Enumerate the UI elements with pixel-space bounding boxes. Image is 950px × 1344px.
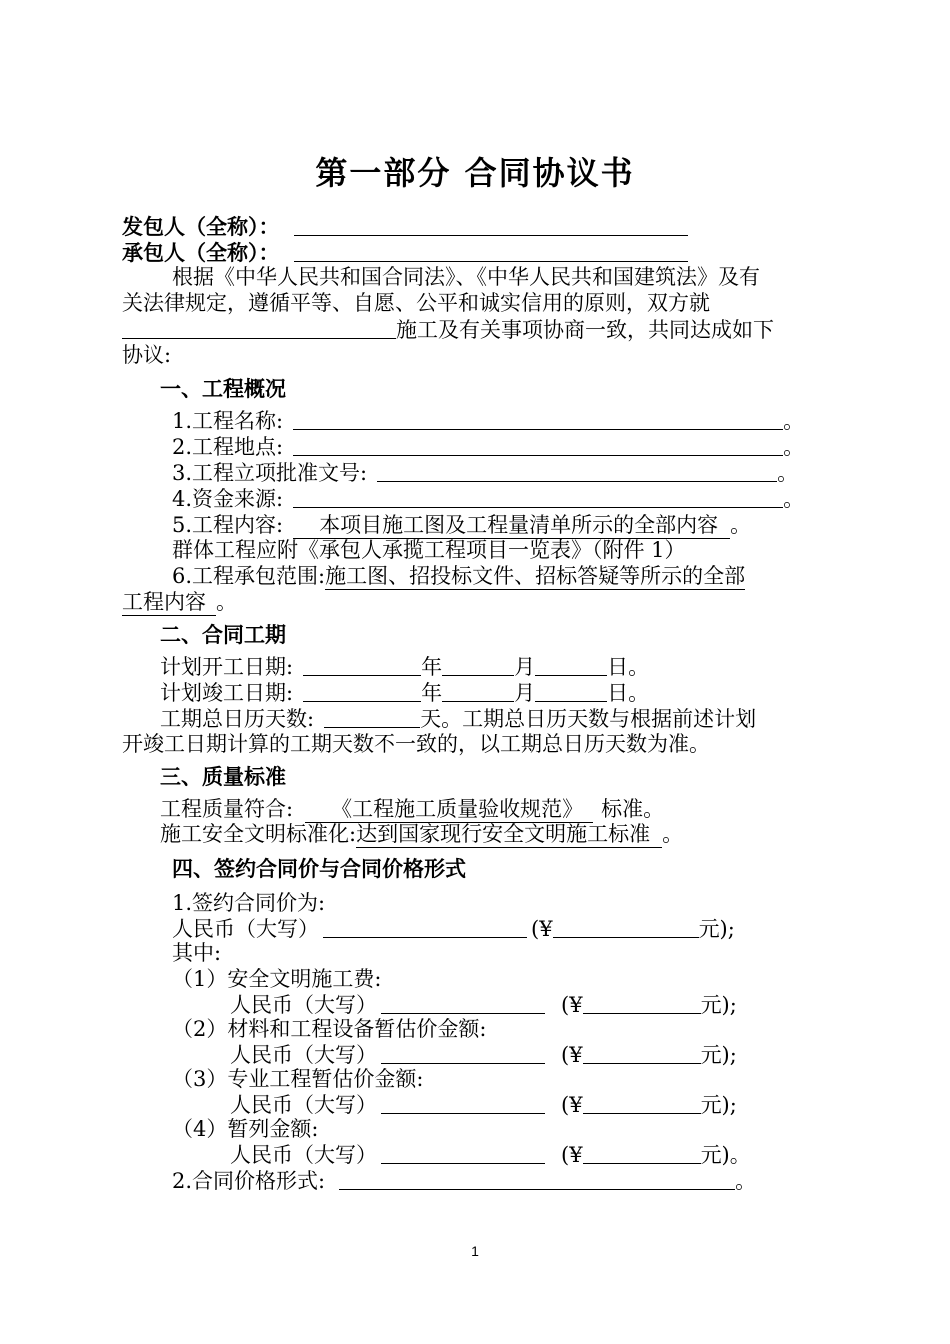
period: 。 (216, 590, 237, 614)
intro-line-1: 根据《中华人民共和国合同法》、《中华人民共和国建筑法》及有 (172, 265, 760, 289)
yen-open: (¥ (561, 1043, 583, 1067)
contract-price-amount-input[interactable] (553, 917, 699, 938)
funding-source-input[interactable] (293, 487, 783, 508)
total-days-line-2: 开竣工日期计算的工期天数不一致的，以工期总日历天数为准。 (122, 732, 710, 756)
rmb-label: 人民币（大写） (230, 1093, 377, 1117)
year-label: 年 (421, 681, 443, 705)
yen-open: (¥ (561, 993, 583, 1017)
safety-label: 施工安全文明标准化: (160, 822, 357, 846)
scope-row (172, 563, 745, 589)
rmb-label: 人民币（大写） (230, 993, 377, 1017)
item-1-label: （1）安全文明施工费: (172, 967, 382, 991)
safety-value: 达到国家现行安全文明施工标准 (356, 822, 662, 848)
period: 。 (777, 461, 799, 485)
section-1-heading: 一、工程概况 (160, 377, 286, 401)
contractor-line (122, 240, 688, 266)
safety-row (160, 821, 683, 847)
total-days-row (160, 706, 756, 732)
scope-value-line-2: 工程内容 (122, 590, 216, 616)
day-label: 日。 (607, 655, 650, 679)
specialist-words-input[interactable] (381, 1093, 545, 1114)
total-days-label: 工期总日历天数: (160, 707, 315, 731)
item-2-label: （2）材料和工程设备暂估价金额: (172, 1017, 487, 1041)
project-content-label: 5.工程内容: (172, 513, 284, 537)
end-month-input[interactable] (442, 681, 514, 702)
item-3-row (230, 1092, 737, 1118)
approval-number-input[interactable] (377, 461, 777, 482)
quality-value: 《工程施工质量验收规范》 (305, 797, 593, 823)
provisional-words-input[interactable] (381, 1143, 545, 1164)
end-year-input[interactable] (303, 681, 421, 702)
employer-line (122, 214, 688, 240)
among-label: 其中: (172, 941, 222, 965)
funding-source-label: 4.资金来源: (172, 487, 284, 511)
period: 。 (735, 1169, 757, 1193)
project-content-value: 本项目施工图及工程量清单所示的全部内容 (293, 513, 730, 539)
item-1-row (230, 992, 737, 1018)
day-label: 日。 (607, 681, 650, 705)
quality-after: 标准。 (601, 797, 665, 821)
employer-name-field[interactable] (294, 215, 688, 236)
section-4-heading: 四、签约合同价与合同价格形式 (172, 857, 466, 881)
price-form-row (172, 1168, 756, 1194)
month-label: 月 (514, 655, 536, 679)
period: 。 (783, 435, 805, 459)
project-name-field[interactable] (122, 318, 396, 339)
month-label: 月 (514, 681, 536, 705)
rmb-label: 人民币（大写） (230, 1043, 377, 1067)
specialist-amount-input[interactable] (583, 1093, 701, 1114)
end-date-label: 计划竣工日期: (160, 681, 294, 705)
safety-after: 。 (662, 822, 684, 846)
provisional-amount-input[interactable] (583, 1143, 701, 1164)
period: 。 (783, 409, 805, 433)
scope-label: 6.工程承包范围: (172, 564, 326, 588)
yuan-close: 元); (700, 1043, 737, 1067)
contract-price-row (172, 916, 735, 942)
rmb-label: 人民币（大写） (230, 1143, 377, 1167)
intro-line-2: 关法律规定，遵循平等、自愿、公平和诚实信用的原则，双方就 (122, 291, 710, 315)
funding-source-row (172, 486, 804, 512)
intro-line-3 (122, 317, 774, 343)
start-day-input[interactable] (535, 655, 607, 676)
safety-fee-amount-input[interactable] (583, 993, 701, 1014)
contractor-label: 承包人（全称）： (122, 241, 280, 265)
materials-amount-input[interactable] (583, 1043, 701, 1064)
section-2-heading: 二、合同工期 (160, 623, 286, 647)
intro-line-4: 协议: (122, 343, 172, 367)
start-month-input[interactable] (442, 655, 514, 676)
approval-number-row (172, 460, 798, 486)
start-date-row (160, 654, 649, 680)
total-days-text: 天。工期总日历天数与根据前述计划 (420, 707, 757, 731)
start-date-label: 计划开工日期: (160, 655, 294, 679)
start-year-input[interactable] (303, 655, 421, 676)
item-3-label: （3）专业工程暂估价金额: (172, 1067, 424, 1091)
quality-label: 工程质量符合: (160, 797, 294, 821)
materials-words-input[interactable] (381, 1043, 545, 1064)
yen-open: (¥ (561, 1143, 583, 1167)
item-4-row (230, 1142, 751, 1168)
price-form-input[interactable] (339, 1169, 735, 1190)
period: 。 (783, 487, 805, 511)
project-location-input[interactable] (293, 435, 783, 456)
yuan-close: 元); (700, 1093, 737, 1117)
project-name-input[interactable] (293, 409, 783, 430)
yuan-close: 元); (700, 993, 737, 1017)
page-number: 1 (471, 1243, 479, 1259)
scope-value-line-1: 施工图、招投标文件、招标答疑等所示的全部 (325, 564, 746, 588)
scope-row-2 (122, 589, 237, 615)
rmb-label: 人民币（大写） (172, 917, 319, 941)
quality-row (160, 796, 664, 822)
contract-price-label: 1.签约合同价为: (172, 891, 326, 915)
page-title: 第一部分 合同协议书 (315, 154, 635, 192)
year-label: 年 (421, 655, 443, 679)
yen-open: (¥ (531, 917, 553, 941)
intro-line-3-text: 施工及有关事项协商一致，共同达成如下 (396, 318, 774, 342)
safety-fee-words-input[interactable] (381, 993, 545, 1014)
yuan-close: 元); (698, 917, 735, 941)
period: 。 (730, 513, 752, 537)
yuan-close: 元)。 (700, 1143, 751, 1167)
section-3-heading: 三、质量标准 (160, 765, 286, 789)
price-form-label: 2.合同价格形式: (172, 1169, 326, 1193)
end-day-input[interactable] (535, 681, 607, 702)
yen-open: (¥ (561, 1093, 583, 1117)
project-location-label: 2.工程地点: (172, 435, 284, 459)
total-days-input[interactable] (324, 707, 420, 728)
project-content-row (172, 512, 751, 538)
project-name-label: 1.工程名称: (172, 409, 284, 433)
approval-number-label: 3.工程立项批准文号: (172, 461, 368, 485)
employer-label: 发包人（全称）： (122, 215, 280, 239)
project-name-row (172, 408, 804, 434)
end-date-row (160, 680, 649, 706)
contractor-name-field[interactable] (294, 241, 688, 262)
item-2-row (230, 1042, 737, 1068)
group-project-note: 群体工程应附《承包人承揽工程项目一览表》（附件 1） (172, 538, 686, 562)
item-4-label: （4）暂列金额: (172, 1117, 319, 1141)
project-location-row (172, 434, 804, 460)
contract-price-words-input[interactable] (323, 917, 527, 938)
